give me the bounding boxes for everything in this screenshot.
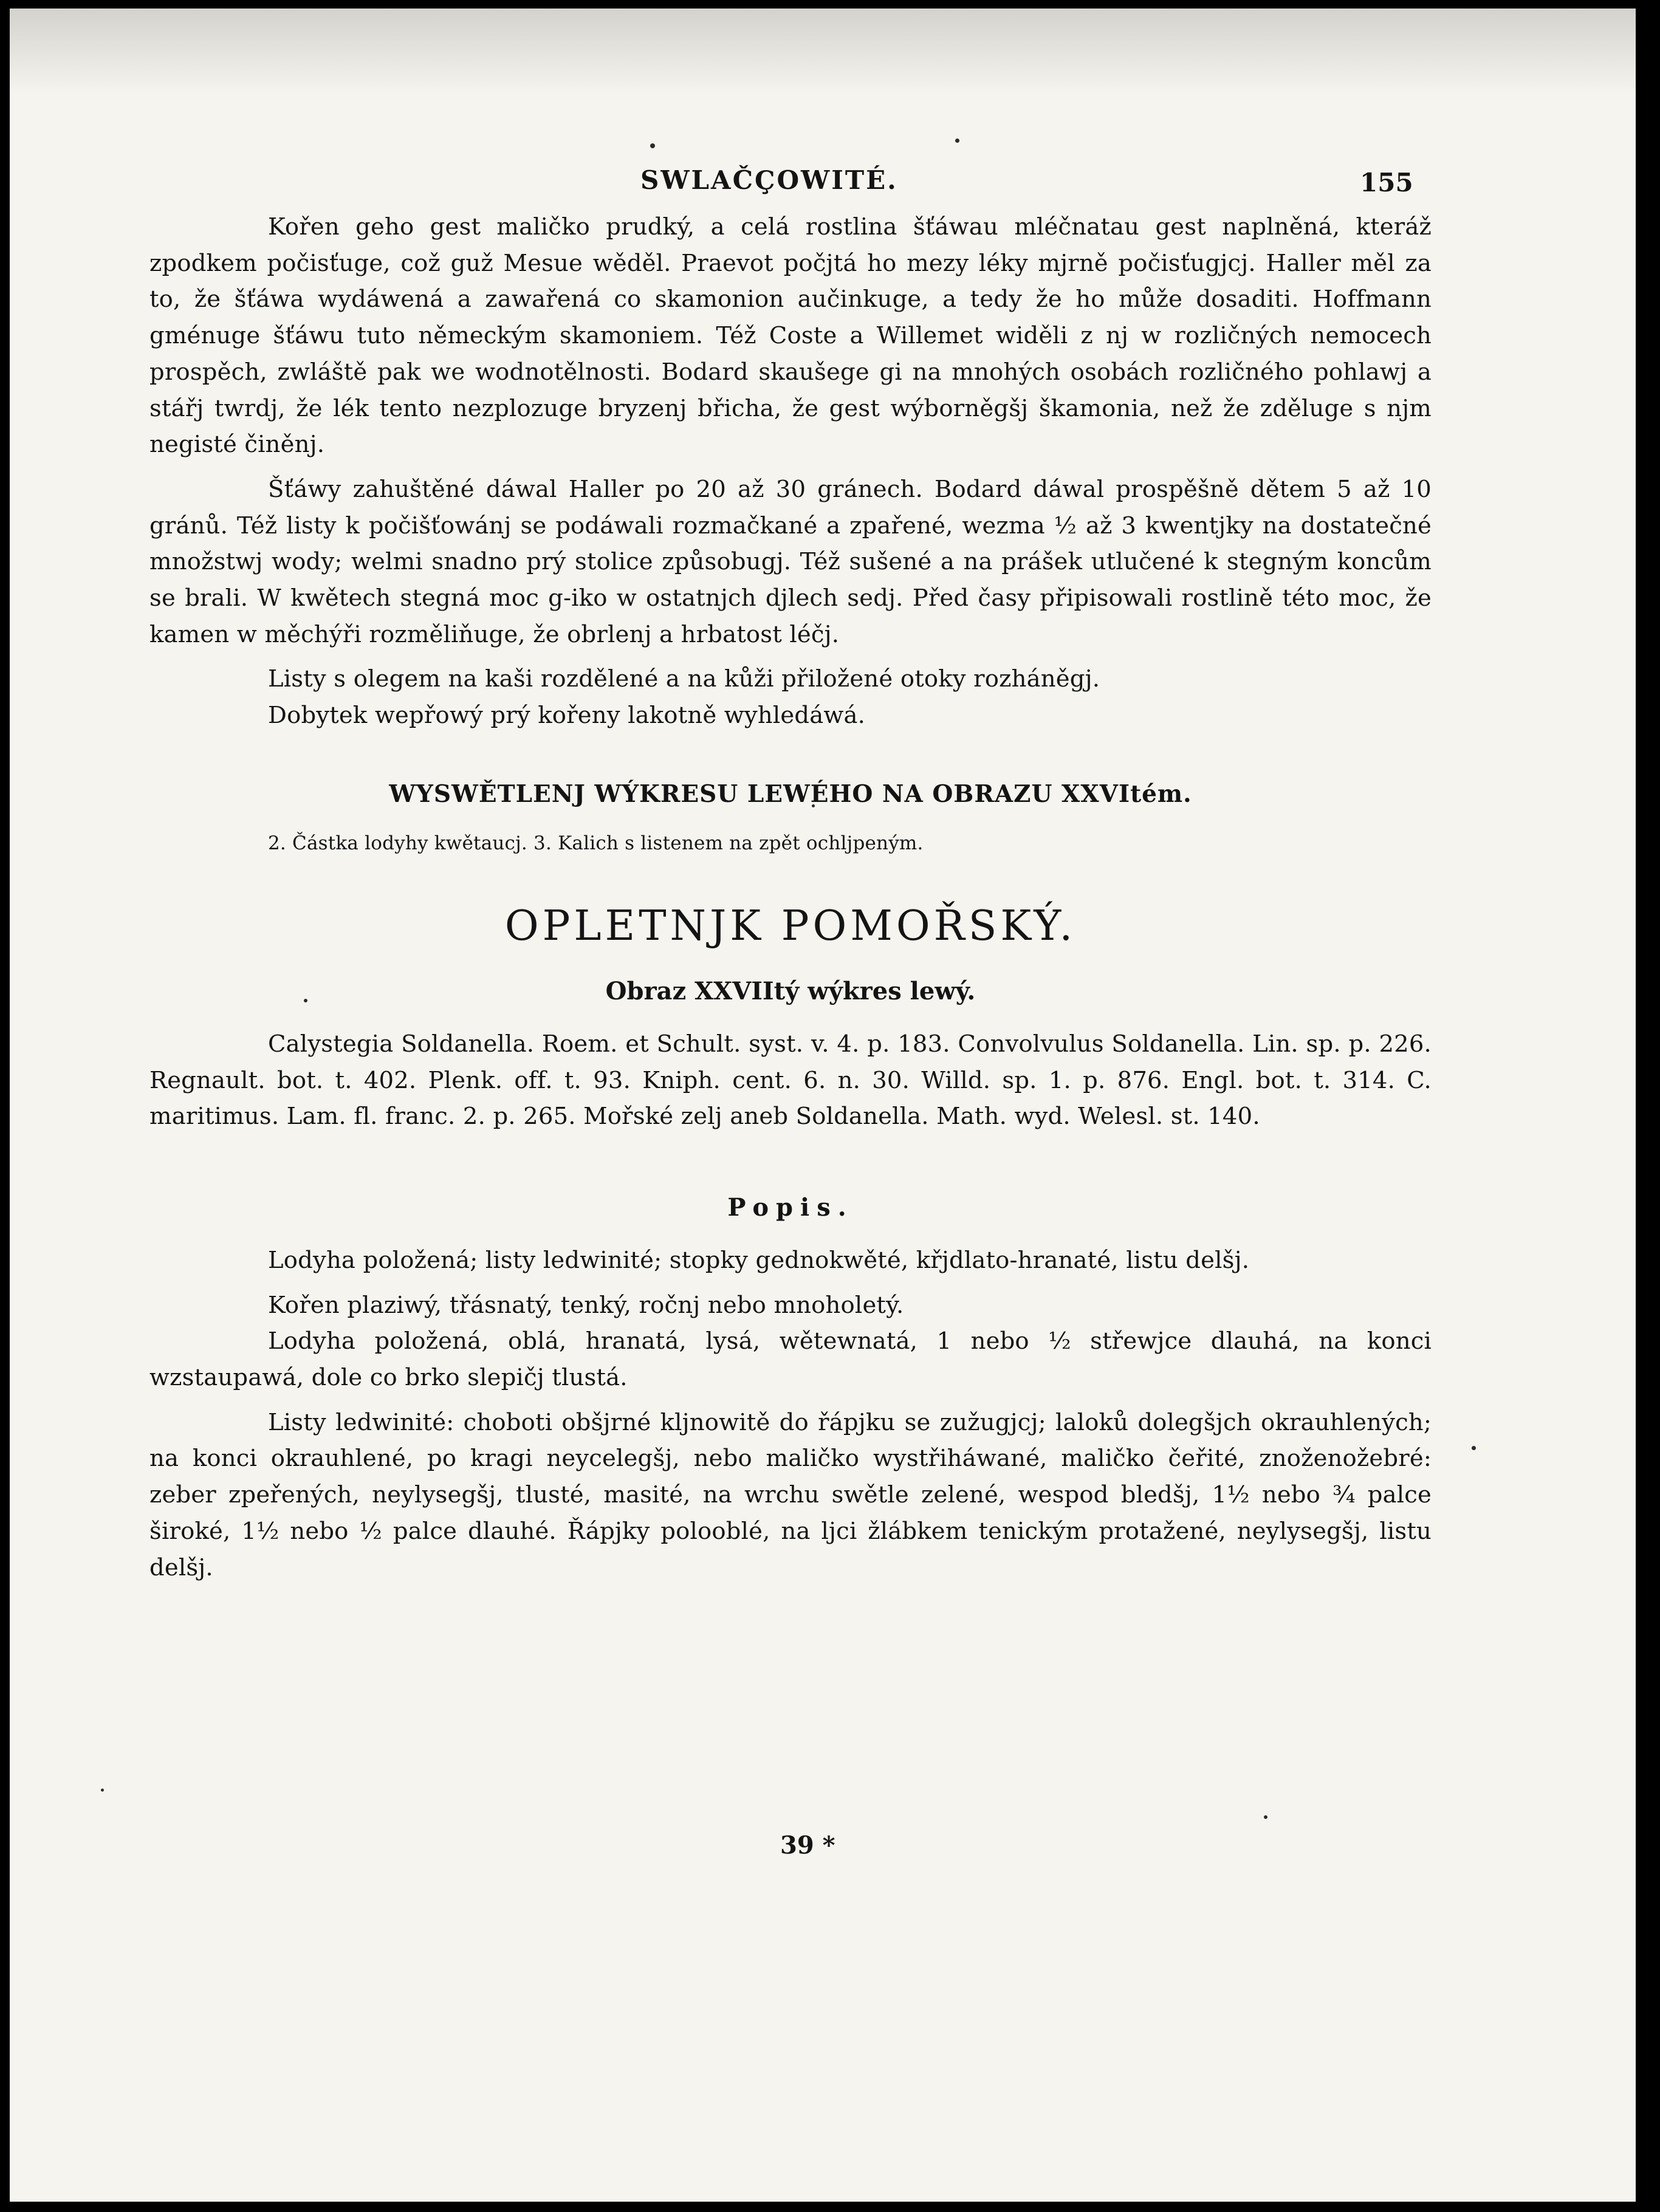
scan-speck — [650, 143, 655, 148]
scan-speck — [955, 139, 959, 143]
intro-paragraph: Dobytek wepřowý prý kořeny lakotně wyhledáwá. — [268, 702, 866, 730]
scan-speck — [1264, 1815, 1267, 1819]
intro-paragraph: Listy s olegem na kaši rozdělené a na kůži přiložené otoky rozháněgj. — [268, 665, 1100, 693]
scan-speck — [101, 1789, 104, 1792]
page-top-shading — [10, 9, 1636, 94]
intro-paragraph: Šťáwy zahuštěné dáwal Haller po 20 až 30 gránech. Bodard dáwal prospěšně dětem 5 až 10 gránů. Též listy k počišťowánj se podáwali rozmačkané a zpařené, wezma ½ až 3 kwentjky na dostatečné množstwj wody; welmi snadno prý stolice způsobugj. Též sušené a na prášek utlučené k stegným koncům se brali. W kwětech stegná moc g-iko w ostatnjch djlech sedj. Před časy připisowali rostlině této moc, že kamen w měchýři rozměliňuge, že obrlenj a hrbatost léčj. — [149, 475, 1432, 648]
running-title: SWLAČÇOWITÉ. — [640, 165, 898, 195]
description-heading: Popis. — [727, 1193, 854, 1222]
plant-name: OPLETNJK POMOŘSKÝ. — [504, 902, 1077, 950]
figure-reference: Obraz XXVIItý wýkres lewý. — [605, 976, 976, 1005]
synonymy-paragraph: Calystegia Soldanella. Roem. et Schult. syst. v. 4. p. 183. Convolvulus Soldanella. Lin. sp. p. 226. Regnault. bot. t. 402. Plenk. off. t. 93. Kniph. cent. 6. n. 30. Willd. sp. 1. p. 876. Engl. bot. t. 314. C. maritimus. Lam. fl. franc. 2. p. 265. Mořské zelj aneb Soldanella. Math. wyd. Welesl. st. 140. — [149, 1030, 1432, 1131]
description-paragraph: Listy ledwinité: choboti obšjrné kljnowitě do řápjku se zužugjcj; laloků dolegšjch okrauhlených; na konci okrauhlené, po kragi neycelegšj, nebo maličko wystřiháwané, maličko čeřité, znoženožebré: zeber zpeřených, neylysegšj, tlusté, masité, na wrchu swětle zelené, wespod bledšj, 1½ nebo ¾ palce široké, 1½ nebo ½ palce dlauhé. Řápjky polooblé, na ljci žlábkem tenickým protažené, neylysegšj, listu delšj. — [149, 1408, 1432, 1581]
intro-paragraph: Kořen geho gest maličko prudký, a celá rostlina šťáwau mléčnatau gest naplněná, kteráž zpodkem počisťuge, což guž Mesue wěděl. Praevot počjtá ho mezy léky mjrně počisťugjcj. Haller měl za to, že šťáwa wydáwená a zawařená co skamonion aučinkuge, a tedy že ho může dosaditi. Hoffmann gménuge šťáwu tuto německým skamoniem. Též Coste a Willemet widěli z nj w rozličných nemocech prospěch, zwláště pak we wodnotělnosti. Bodard skaušege gi na mnohých osobách rozličného pohlawj a stářj twrdj, že lék tento nezplozuge bryzenj břicha, že gest wýborněgšj škamonia, než že zděluge s njm negisté činěnj. — [149, 213, 1432, 459]
figure-caption: 2. Částka lodyhy kwětaucj. 3. Kalich s listenem na zpět ochljpeným. — [268, 832, 924, 854]
signature-mark: 39 * — [780, 1831, 835, 1860]
scanned-page — [10, 9, 1636, 2202]
explanation-heading: WYSWĚTLENJ WÝKRESU LEWÉHO NA OBRAZU XXVItém. — [389, 779, 1192, 808]
scan-speck — [1472, 1446, 1476, 1450]
description-paragraph: Kořen plaziwý, třásnatý, tenký, ročnj nebo mnoholetý. — [268, 1291, 904, 1319]
page-number: 155 — [1360, 168, 1413, 197]
page-body — [149, 209, 1432, 1586]
description-paragraph: Lodyha položená; listy ledwinité; stopky gednokwěté, křjdlato-hranaté, listu delšj. — [268, 1246, 1250, 1274]
description-paragraph: Lodyha položená, oblá, hranatá, lysá, wětewnatá, 1 nebo ½ střewjce dlauhá, na konci wzstaupawá, dole co brko slepičj tlustá. — [149, 1327, 1432, 1392]
